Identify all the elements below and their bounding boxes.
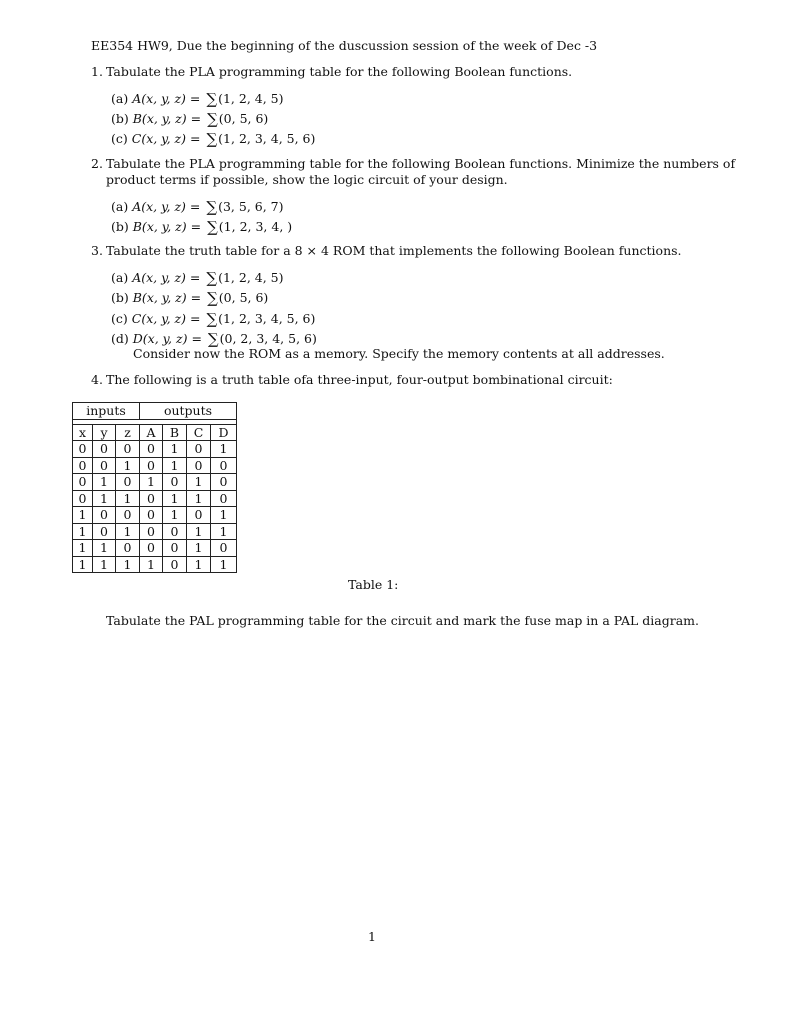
table-cell: 1 xyxy=(116,523,140,540)
table-row xyxy=(73,540,237,557)
problem-text: Tabulate the truth table for a 8 × 4 ROM that implements the following Boolean functions. xyxy=(106,243,682,258)
subitem-label: (a) xyxy=(111,91,129,106)
subitem-label: (b) xyxy=(111,111,129,126)
function-name: B(x, y, z) xyxy=(132,219,187,234)
equals-sign: = xyxy=(191,331,202,346)
equals-sign: = xyxy=(189,199,201,214)
inputs-group-header: inputs xyxy=(73,403,140,420)
table-cell: 1 xyxy=(93,474,116,491)
table-cell: 0 xyxy=(116,540,140,557)
table-cell: 0 xyxy=(140,540,163,557)
function-name: A(x, y, z) xyxy=(132,199,186,214)
table-cell: 0 xyxy=(140,490,163,507)
table-cell: 1 xyxy=(116,490,140,507)
table-cell: 0 xyxy=(163,523,187,540)
table-column-header-row xyxy=(73,424,237,441)
minterms: (1, 2, 4, 5) xyxy=(218,91,284,106)
minterms: (1, 2, 3, 4, ) xyxy=(218,219,293,234)
table-cell: 0 xyxy=(211,490,237,507)
table-cell: 1 xyxy=(187,474,211,491)
table-cell: 1 xyxy=(116,556,140,573)
function-name: A(x, y, z) xyxy=(132,270,186,285)
table-cell: 0 xyxy=(93,523,116,540)
subitem-label: (b) xyxy=(111,219,129,234)
subitem-label: (a) xyxy=(111,270,129,285)
problem-number: 1. xyxy=(91,64,103,79)
table-cell: 0 xyxy=(187,441,211,458)
sigma-symbol: ∑ xyxy=(206,310,218,328)
column-header: A xyxy=(140,424,163,441)
minterms: (1, 2, 4, 5) xyxy=(218,270,284,285)
table-cell: 1 xyxy=(211,523,237,540)
page-header: EE354 HW9, Due the beginning of the duscussion session of the week of Dec -3 xyxy=(91,38,598,53)
table-cell: 1 xyxy=(187,490,211,507)
sigma-symbol: ∑ xyxy=(206,198,218,216)
table-row xyxy=(73,523,237,540)
subitem xyxy=(111,198,284,215)
table-cell: 0 xyxy=(140,507,163,524)
table-cell: 1 xyxy=(211,507,237,524)
page-number: 1 xyxy=(368,929,376,944)
table-cell: 1 xyxy=(93,490,116,507)
subitem-label: (a) xyxy=(111,199,129,214)
table-cell: 1 xyxy=(73,507,93,524)
table-row xyxy=(73,457,237,474)
table-cell: 0 xyxy=(140,441,163,458)
column-header: D xyxy=(211,424,237,441)
table-cell: 1 xyxy=(163,457,187,474)
problem-text-continued: product terms if possible, show the logic circuit of your design. xyxy=(106,172,508,187)
equals-sign: = xyxy=(190,111,202,126)
table-cell: 1 xyxy=(163,490,187,507)
table-cell: 0 xyxy=(211,457,237,474)
table-cell: 0 xyxy=(140,523,163,540)
table-cell: 0 xyxy=(140,457,163,474)
minterms: (0, 5, 6) xyxy=(218,111,269,126)
table-caption: Table 1: xyxy=(348,577,399,592)
table-cell: 0 xyxy=(93,457,116,474)
minterms: (0, 2, 3, 4, 5, 6) xyxy=(219,331,317,346)
sigma-symbol: ∑ xyxy=(207,218,218,236)
equals-sign: = xyxy=(189,91,201,106)
final-instruction: Tabulate the PAL programming table for the circuit and mark the fuse map in a PAL diagram. xyxy=(106,613,700,628)
table-cell: 0 xyxy=(163,540,187,557)
subitem xyxy=(111,330,317,347)
sigma-symbol: ∑ xyxy=(207,330,219,348)
function-name: D(x, y, z) xyxy=(132,331,188,346)
sigma-symbol: ∑ xyxy=(206,269,218,287)
function-name: C(x, y, z) xyxy=(131,311,186,326)
column-header: B xyxy=(163,424,187,441)
table-cell: 1 xyxy=(93,556,116,573)
table-cell: 0 xyxy=(211,474,237,491)
table-cell: 0 xyxy=(73,441,93,458)
minterms: (0, 5, 6) xyxy=(218,290,269,305)
table-cell: 1 xyxy=(116,457,140,474)
table-cell: 1 xyxy=(93,540,116,557)
sigma-symbol: ∑ xyxy=(206,130,218,148)
table-row xyxy=(73,441,237,458)
equals-sign: = xyxy=(189,131,201,146)
subitem xyxy=(111,130,315,147)
table-cell: 1 xyxy=(140,474,163,491)
column-header: z xyxy=(116,424,140,441)
column-header: x xyxy=(73,424,93,441)
table-cell: 0 xyxy=(211,540,237,557)
equals-sign: = xyxy=(189,311,201,326)
minterms: (1, 2, 3, 4, 5, 6) xyxy=(218,131,316,146)
problem-text: Tabulate the PLA programming table for the following Boolean functions. xyxy=(106,64,573,79)
column-header: y xyxy=(93,424,116,441)
equals-sign: = xyxy=(190,219,202,234)
table-cell: 1 xyxy=(73,556,93,573)
table-cell: 0 xyxy=(116,441,140,458)
subitem xyxy=(111,90,284,107)
table-cell: 0 xyxy=(73,490,93,507)
table-cell: 0 xyxy=(163,556,187,573)
subitem-label: (d) xyxy=(111,331,129,346)
table-cell: 1 xyxy=(187,540,211,557)
problem-text: The following is a truth table ofa three-input, four-output bombinational circuit: xyxy=(106,372,613,387)
table-cell: 0 xyxy=(163,474,187,491)
subitem xyxy=(111,110,268,127)
table-cell: 0 xyxy=(116,474,140,491)
subitem xyxy=(111,269,284,286)
sigma-symbol: ∑ xyxy=(206,90,218,108)
function-name: B(x, y, z) xyxy=(132,290,187,305)
table-cell: 1 xyxy=(211,441,237,458)
outputs-group-header: outputs xyxy=(140,403,237,420)
table-cell: 0 xyxy=(93,441,116,458)
subitem xyxy=(111,289,268,306)
subitem xyxy=(111,310,315,327)
subitem-label: (b) xyxy=(111,290,129,305)
table-cell: 1 xyxy=(140,556,163,573)
table-cell: 0 xyxy=(93,507,116,524)
table-group-header-row xyxy=(73,403,237,420)
table-cell: 1 xyxy=(163,507,187,524)
problem-number: 4. xyxy=(91,372,103,387)
subitem xyxy=(111,218,292,235)
problem-number: 3. xyxy=(91,243,103,258)
table-cell: 1 xyxy=(73,523,93,540)
table-cell: 1 xyxy=(211,556,237,573)
function-name: A(x, y, z) xyxy=(132,91,186,106)
equals-sign: = xyxy=(190,290,202,305)
sigma-symbol: ∑ xyxy=(207,110,218,128)
table-cell: 1 xyxy=(73,540,93,557)
function-name: C(x, y, z) xyxy=(131,131,186,146)
subitem-label: (c) xyxy=(111,311,128,326)
problem-text: Tabulate the PLA programming table for the following Boolean functions. Minimize the numbers of xyxy=(106,156,736,171)
equals-sign: = xyxy=(189,270,201,285)
table-row xyxy=(73,556,237,573)
table-cell: 0 xyxy=(187,457,211,474)
table-row xyxy=(73,474,237,491)
minterms: (1, 2, 3, 4, 5, 6) xyxy=(218,311,316,326)
problem-note: Consider now the ROM as a memory. Specify the memory contents at all addresses. xyxy=(133,346,665,361)
table-cell: 0 xyxy=(187,507,211,524)
table-row xyxy=(73,507,237,524)
sigma-symbol: ∑ xyxy=(207,289,218,307)
function-name: B(x, y, z) xyxy=(132,111,187,126)
table-row xyxy=(73,490,237,507)
table-cell: 1 xyxy=(187,523,211,540)
minterms: (3, 5, 6, 7) xyxy=(218,199,284,214)
table-cell: 0 xyxy=(73,457,93,474)
truth-table xyxy=(72,402,237,573)
problem-number: 2. xyxy=(91,156,103,171)
table-cell: 1 xyxy=(163,441,187,458)
table-cell: 1 xyxy=(187,556,211,573)
table-cell: 0 xyxy=(73,474,93,491)
column-header: C xyxy=(187,424,211,441)
subitem-label: (c) xyxy=(111,131,128,146)
table-cell: 0 xyxy=(116,507,140,524)
